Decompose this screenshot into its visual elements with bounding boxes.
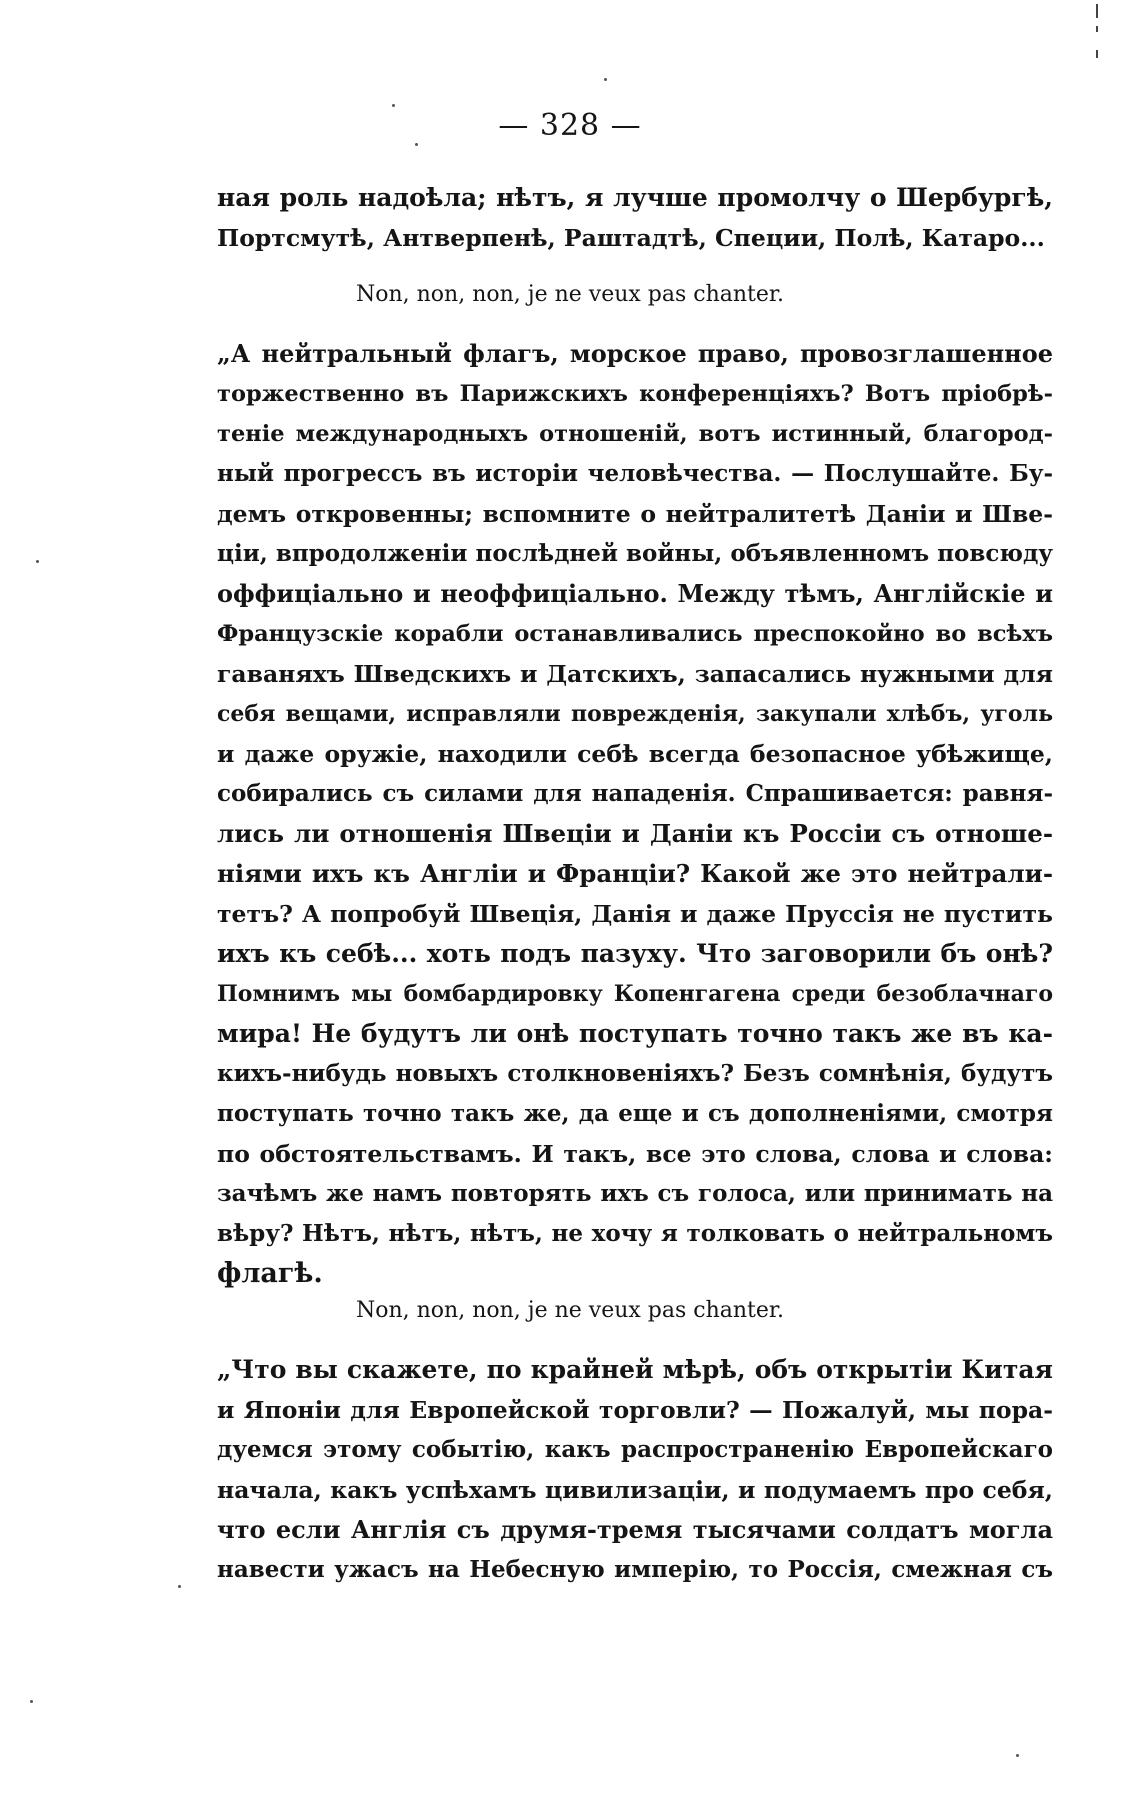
refrain-line-2: Non, non, non, je ne veux pas chanter.	[355, 1298, 785, 1323]
text-line: и даже оружіе, находили себѣ всегда безопасное убѣжище,	[217, 740, 1053, 768]
text-line: флагѣ.	[217, 1258, 323, 1289]
text-line: и Японіи для Европейской торговли? — Пожалуй, мы пора-	[217, 1396, 1053, 1424]
text-line: ная роль надоѣла; нѣтъ, я лучше промолчу о Шербургѣ,	[217, 183, 1053, 212]
text-line: кихъ-нибудь новыхъ столкновеніяхъ? Безъ сомнѣнія, будутъ	[217, 1060, 1053, 1087]
text-line: мира! Не будутъ ли онѣ поступать точно такъ же въ ка-	[217, 1019, 1053, 1048]
page-number: — 328 —	[498, 108, 642, 143]
text-line: ніями ихъ къ Англіи и Франціи? Какой же это нейтрали-	[217, 859, 1053, 888]
text-line: поступать точно такъ же, да еще и съ дополненіями, смотря	[217, 1100, 1053, 1127]
scan-speck	[604, 78, 607, 81]
scan-edge-mark	[1096, 50, 1098, 58]
scan-speck	[415, 143, 418, 146]
scan-speck	[178, 1585, 181, 1588]
text-line: что если Англія съ друмя-тремя тысячами солдатъ могла	[217, 1515, 1053, 1544]
text-line: гаваняхъ Шведскихъ и Датскихъ, запасались нужными для	[217, 660, 1053, 688]
scan-speck	[30, 1700, 33, 1703]
text-line: дуемся этому событію, какъ распространенію Европейскаго	[217, 1436, 1053, 1463]
text-line: тетъ? А попробуй Швеція, Данія и даже Пруссія не пустить	[217, 900, 1053, 928]
text-line: ный прогрессъ въ исторіи человѣчества. — Послушайте. Бу-	[217, 460, 1053, 487]
text-line: начала, какъ успѣхамъ цивилизаціи, и подумаемъ про себя,	[217, 1476, 1053, 1504]
text-line: навести ужасъ на Небесную имперію, то Россія, смежная съ	[217, 1556, 1053, 1583]
scan-edge-mark	[1096, 4, 1098, 18]
text-line: демъ откровенны; вспомните о нейтралитетѣ Даніи и Шве-	[217, 500, 1053, 528]
text-line: „А нейтральный флагъ, морское право, провозглашенное	[217, 339, 1053, 368]
scan-speck	[1016, 1754, 1019, 1757]
text-line: зачѣмъ же намъ повторять ихъ съ голоса, или принимать на	[217, 1180, 1053, 1207]
text-line: лись ли отношенія Швеціи и Даніи къ Россіи съ отноше-	[217, 819, 1053, 848]
text-line: собирались съ силами для нападенія. Спрашивается: равня-	[217, 780, 1053, 807]
text-line: „Что вы скажете, по крайней мѣрѣ, объ открытіи Китая	[217, 1355, 1053, 1384]
paragraph-2	[217, 1350, 1053, 1590]
scan-speck	[36, 560, 39, 563]
text-line: вѣру? Нѣтъ, нѣтъ, нѣтъ, не хочу я толковать о нейтральномъ	[217, 1220, 1053, 1247]
text-line: Портсмутѣ, Антверпенѣ, Раштадтѣ, Специи, Полѣ, Катаро...	[217, 224, 1045, 252]
text-line: Французскіе корабли останавливались преспокойно во всѣхъ	[217, 621, 1053, 647]
text-line: Помнимъ мы бомбардировку Копенгагена среди безоблачнаго	[217, 981, 1053, 1007]
text-line: торжественно въ Парижскихъ конференціяхъ? Вотъ пріобрѣ-	[217, 381, 1053, 407]
text-line: оффиціально и неоффиціально. Между тѣмъ, Англійскіе и	[217, 579, 1053, 608]
text-line: ціи, впродолженіи послѣдней войны, объявленномъ повсюду	[217, 540, 1053, 567]
top-text-block	[217, 178, 1053, 258]
text-line: ихъ къ себѣ... хоть подъ пазуху. Что заговорили бъ онѣ?	[217, 939, 1053, 968]
text-line: себя вещами, исправляли поврежденія, закупали хлѣбъ, уголь	[217, 701, 1053, 727]
text-line: теніе международныхъ отношеній, вотъ истинный, благород-	[217, 421, 1053, 447]
scan-edge-mark	[1096, 26, 1098, 32]
paragraph-1	[217, 334, 1053, 1294]
refrain-line-1: Non, non, non, je ne veux pas chanter.	[355, 282, 785, 307]
text-line: по обстоятельствамъ. И такъ, все это слова, слова и слова:	[217, 1140, 1053, 1168]
scan-speck	[392, 104, 395, 107]
